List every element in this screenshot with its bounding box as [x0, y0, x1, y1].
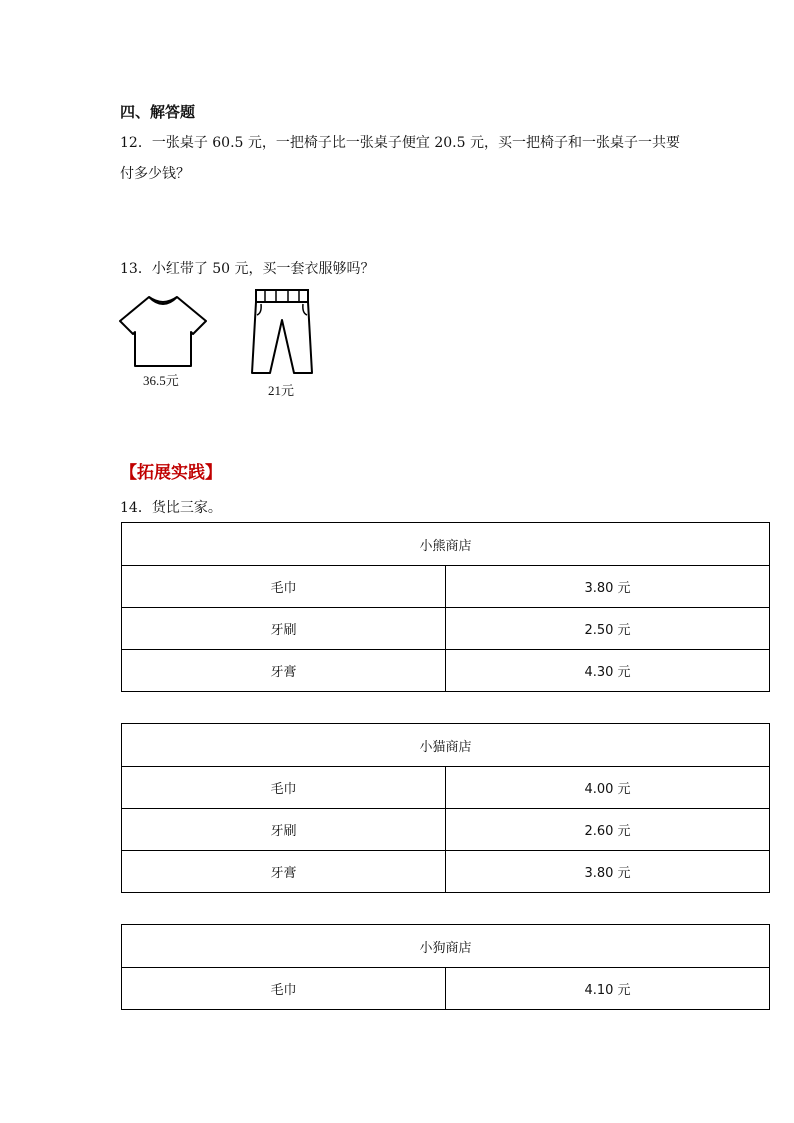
table-row — [122, 650, 770, 692]
table-row — [122, 608, 770, 650]
item-name: 牙刷 — [122, 608, 446, 650]
item-price: 3.80 元 — [446, 851, 770, 893]
store-name: 小熊商店 — [122, 523, 770, 566]
table-row — [122, 809, 770, 851]
item-name: 毛巾 — [122, 968, 446, 1010]
question-14: 14．货比三家。 — [120, 500, 222, 516]
item-name: 牙膏 — [122, 851, 446, 893]
item-name: 牙刷 — [122, 809, 446, 851]
store-table-dog — [121, 924, 770, 1010]
tshirt-icon — [118, 294, 210, 368]
table-row — [122, 968, 770, 1010]
item-name: 牙膏 — [122, 650, 446, 692]
table-row — [122, 851, 770, 893]
table-row — [122, 566, 770, 608]
item-name: 毛巾 — [122, 767, 446, 809]
shirt-price: 36.5元 — [143, 373, 179, 388]
table-row — [122, 767, 770, 809]
store-name: 小猫商店 — [122, 724, 770, 767]
store-table-bear — [121, 522, 770, 692]
item-name: 毛巾 — [122, 566, 446, 608]
store-name: 小狗商店 — [122, 925, 770, 968]
item-price: 4.10 元 — [446, 968, 770, 1010]
pants-price: 21元 — [268, 383, 295, 398]
item-price: 2.60 元 — [446, 809, 770, 851]
question-12-line-2: 付多少钱？ — [120, 166, 190, 182]
item-price: 2.50 元 — [446, 608, 770, 650]
extension-title: 【拓展实践】 — [120, 463, 222, 483]
question-12-line-1: 12．一张桌子 60.5 元，一把椅子比一张桌子便宜 20.5 元，买一把椅子和一张桌子一共要 — [120, 135, 680, 151]
item-price: 3.80 元 — [446, 566, 770, 608]
item-price: 4.30 元 — [446, 650, 770, 692]
store-table-cat — [121, 723, 770, 893]
section-title: 四、解答题 — [120, 103, 196, 121]
question-13: 13．小红带了 50 元，买一套衣服够吗？ — [120, 261, 375, 277]
pants-icon — [250, 288, 314, 376]
item-price: 4.00 元 — [446, 767, 770, 809]
